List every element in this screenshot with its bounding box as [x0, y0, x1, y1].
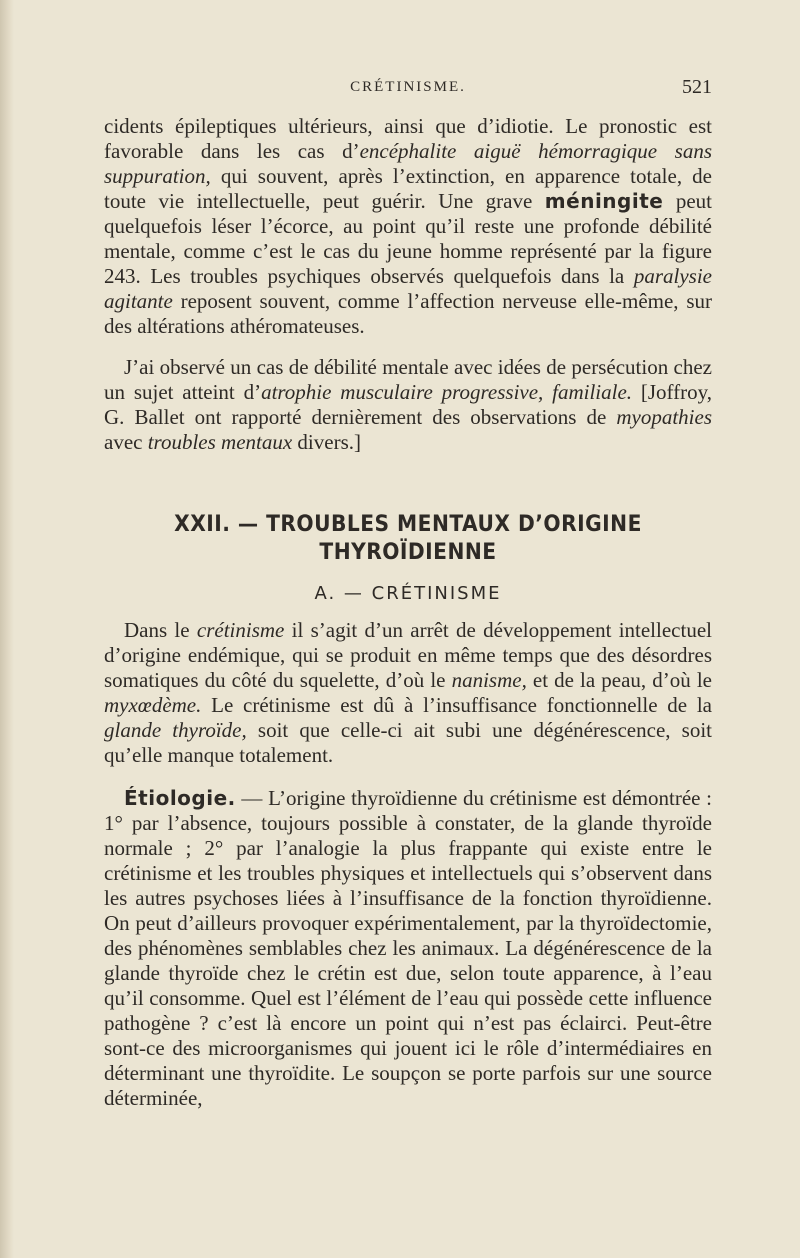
section-title	[128, 511, 687, 567]
page-binding-edge	[0, 0, 14, 1258]
term-atrophie-musculaire: atrophie musculaire progressive, familiale.	[261, 380, 633, 404]
paragraph-debilite-mentale: J’ai observé un cas de débilité mentale avec idées de persécution chez un sujet atteint d’atrophie musculaire progressive, familiale. [Joffroy, G. Ballet ont rapporté dernièrement des observations de myopathies avec troubles mentaux divers.]	[104, 355, 712, 454]
term-paralysie-agitante: paralysie agitante	[104, 264, 712, 313]
running-title: CRÉTINISME.	[350, 79, 466, 95]
section-title-line-1: XXII. — TROUBLES MENTAUX D’ORIGINE	[174, 512, 642, 537]
page-header	[104, 76, 712, 102]
term-encephalite: encéphalite aiguë hémorragique sans suppuration,	[104, 139, 712, 188]
term-troubles-mentaux: troubles mentaux	[147, 430, 293, 454]
page-number: 521	[682, 76, 712, 98]
term-cretinisme: crétinisme	[196, 618, 285, 642]
term-nanisme: nanisme,	[451, 668, 527, 692]
paragraph-encephalite: cidents épileptiques ultérieurs, ainsi que d’idiotie. Le pronostic est favorable dans les cas d’encéphalite aiguë hémorragique sans suppuration, qui souvent, après l’extinction, en apparence totale, de toute vie intellectuelle, peut guérir. Une grave méningite peut quelquefois léser l’écorce, au point qu’il reste une profonde débilité mentale, comme c’est le cas du jeune homme représenté par la figure 243. Les troubles psychiques observés quelquefois dans la paralysie agitante reposent souvent, comme l’affection nerveuse elle-même, sur des altérations athéromateuses.	[104, 114, 712, 338]
term-glande-thyroide: glande thyroïde,	[104, 718, 247, 742]
paragraph-etiologie: Étiologie. — L’origine thyroïdienne du crétinisme est démontrée : 1° par l’absence, toujours possible à constater, de la glande thyroïde normale ; 2° par l’analogie la plus frappante qui existe entre le crétinisme et les troubles physiques et intellectuels qui s’observent dans les autres psychoses liées à l’insuffisance de la fonction thyroïdienne. On peut d’ailleurs provoquer expérimentalement, par la thyroïdectomie, des phénomènes semblables chez les animaux. La dégénérescence de la glande thyroïde chez le crétin est due, selon toute apparence, à l’eau qu’il consomme. Quel est l’élément de l’eau qui possède cette influence pathogène ? c’est là encore un point qui n’est pas éclairci. Peut-être sont-ce des microorganismes qui jouent ici le rôle d’intermédiaires en déterminant une thyroïdite. Le soupçon se porte parfois sur une source déterminée,	[104, 786, 712, 1110]
heading-etiologie: Étiologie.	[124, 786, 236, 810]
term-myopathies: myopathies	[616, 405, 712, 429]
paragraph-cretinisme-definition: Dans le crétinisme il s’agit d’un arrêt de développement intellectuel d’origine endémique, qui se produit en même temps que des désordres somatiques du côté du squelette, d’où le nanisme, et de la peau, d’où le myxœdème. Le crétinisme est dû à l’insuffisance fonctionnelle de la glande thyroïde, soit que celle-ci ait subi une dégénérescence, soit qu’elle manque totalement.	[104, 618, 713, 767]
section-title-line-2: THYROÏDIENNE	[319, 540, 497, 565]
term-myxoedeme: myxœdème.	[104, 693, 202, 717]
subsection-title: A. — CRÉTINISME	[314, 583, 502, 604]
term-meningite: méningite	[544, 189, 664, 213]
